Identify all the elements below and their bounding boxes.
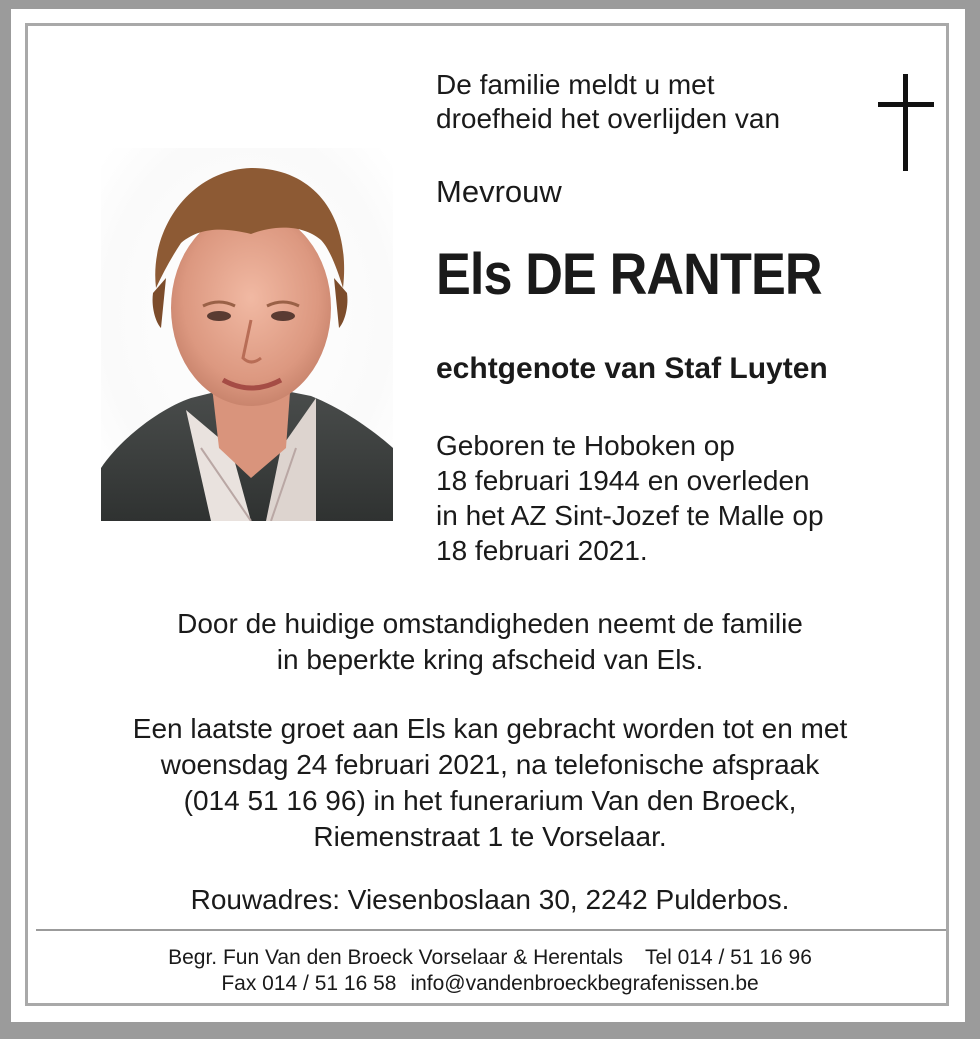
visitation-line: woensdag 24 februari 2021, na telefonische afspraak <box>160 749 820 780</box>
born-line: Geboren te Hoboken op <box>436 430 735 461</box>
funeral-company: Begr. Fun Van den Broeck Vorselaar & Herentals <box>168 946 623 969</box>
company-email: info@vandenbroeckbegrafenissen.be <box>410 972 759 995</box>
visitation-line: Een laatste groet aan Els kan gebracht worden tot en met <box>132 713 848 744</box>
mourning-address: Rouwadres: Viesenboslaan 30, 2242 Pulderbos. <box>190 884 790 915</box>
born-line: 18 februari 2021. <box>436 535 648 566</box>
birth-death-details <box>436 428 824 568</box>
intro-line: droefheid het overlijden van <box>436 103 781 134</box>
footer-line-2 <box>28 971 952 997</box>
intro-line: De familie meldt u met <box>436 69 715 100</box>
visitation-paragraph <box>28 711 952 855</box>
cross-icon <box>878 74 936 174</box>
obituary-card <box>10 8 966 1023</box>
portrait-photo <box>101 148 393 521</box>
spouse-line: echtgenote van Staf Luyten <box>436 352 828 385</box>
title-mevrouw: Mevrouw <box>436 174 562 209</box>
visitation-line: (014 51 16 96) in het funerarium Van den Broeck, <box>183 785 797 816</box>
born-line: in het AZ Sint-Jozef te Malle op <box>436 500 824 531</box>
intro-text <box>436 68 780 136</box>
company-fax: Fax 014 / 51 16 58 <box>221 972 397 995</box>
farewell-line: in beperkte kring afscheid van Els. <box>276 644 704 675</box>
farewell-line: Door de huidige omstandigheden neemt de familie <box>177 608 803 639</box>
footer-divider <box>36 929 946 931</box>
obituary-frame <box>25 23 949 1006</box>
visitation-line: Riemenstraat 1 te Vorselaar. <box>313 821 667 852</box>
deceased-name: Els DE RANTER <box>436 242 822 307</box>
footer-line-1 <box>28 945 952 971</box>
farewell-paragraph <box>28 606 952 678</box>
born-line: 18 februari 1944 en overleden <box>436 465 810 496</box>
company-phone: Tel 014 / 51 16 96 <box>644 946 812 969</box>
